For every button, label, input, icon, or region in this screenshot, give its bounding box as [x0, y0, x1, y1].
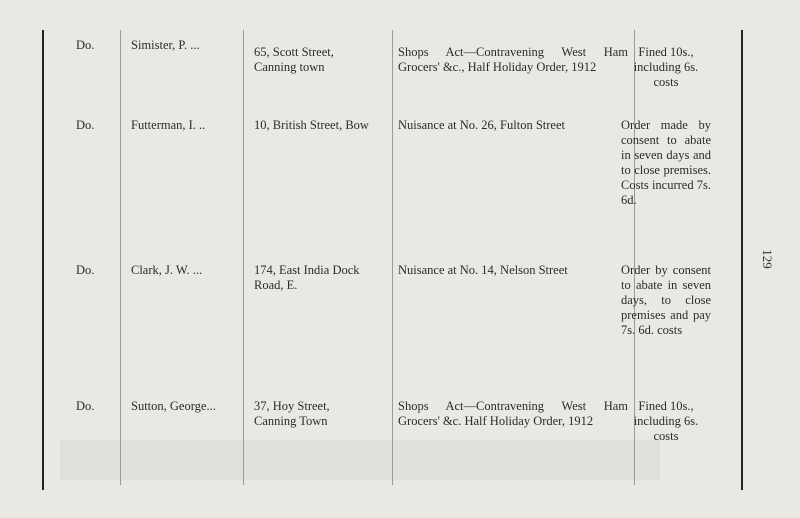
row-4-result: Fined 10s., including 6s. costs	[633, 399, 699, 443]
row-3-name: Clark, J. W. ...	[131, 263, 203, 277]
row-1-result: Fined 10s., including 6s. costs	[633, 45, 699, 89]
right-border-rule	[741, 30, 743, 490]
row-2-address: 10, British Street, Bow	[254, 118, 369, 132]
row-3-date: Do.	[76, 263, 95, 277]
row-1-date: Do.	[76, 38, 95, 52]
row-1-offence: Shops Act—Contravening West Ham Grocers' &c., Half Holiday Order, 1912	[398, 45, 628, 74]
row-4-date: Do.	[76, 399, 95, 413]
row-4-name: Sutton, George...	[131, 399, 216, 413]
row-1-name: Simister, P. ...	[131, 38, 200, 52]
column-rule-2	[243, 30, 244, 485]
row-3-offence: Nuisance at No. 14, Nelson Street	[398, 263, 568, 277]
column-rule-1	[120, 30, 121, 485]
show-through-mark	[60, 440, 660, 480]
row-2-offence: Nuisance at No. 26, Fulton Street	[398, 118, 565, 132]
left-border-rule	[42, 30, 44, 490]
row-4-address: 37, Hoy Street, Canning Town	[254, 399, 330, 428]
row-2-result: Order made by consent to abate in seven days and to close premises. Costs incurred 7s. 6d.	[621, 118, 711, 207]
row-4-offence: Shops Act—Contravening West Ham Grocers' &c. Half Holiday Order, 1912	[398, 399, 628, 428]
column-rule-3	[392, 30, 393, 485]
page-number: 129	[759, 249, 775, 269]
row-1-address: 65, Scott Street, Canning town	[254, 45, 334, 74]
row-3-address: 174, East India Dock Road, E.	[254, 263, 360, 292]
row-2-date: Do.	[76, 118, 95, 132]
row-3-result: Order by consent to abate in seven days, to close premises and pay 7s. 6d. costs	[621, 263, 711, 337]
row-2-name: Futterman, I. ..	[131, 118, 206, 132]
